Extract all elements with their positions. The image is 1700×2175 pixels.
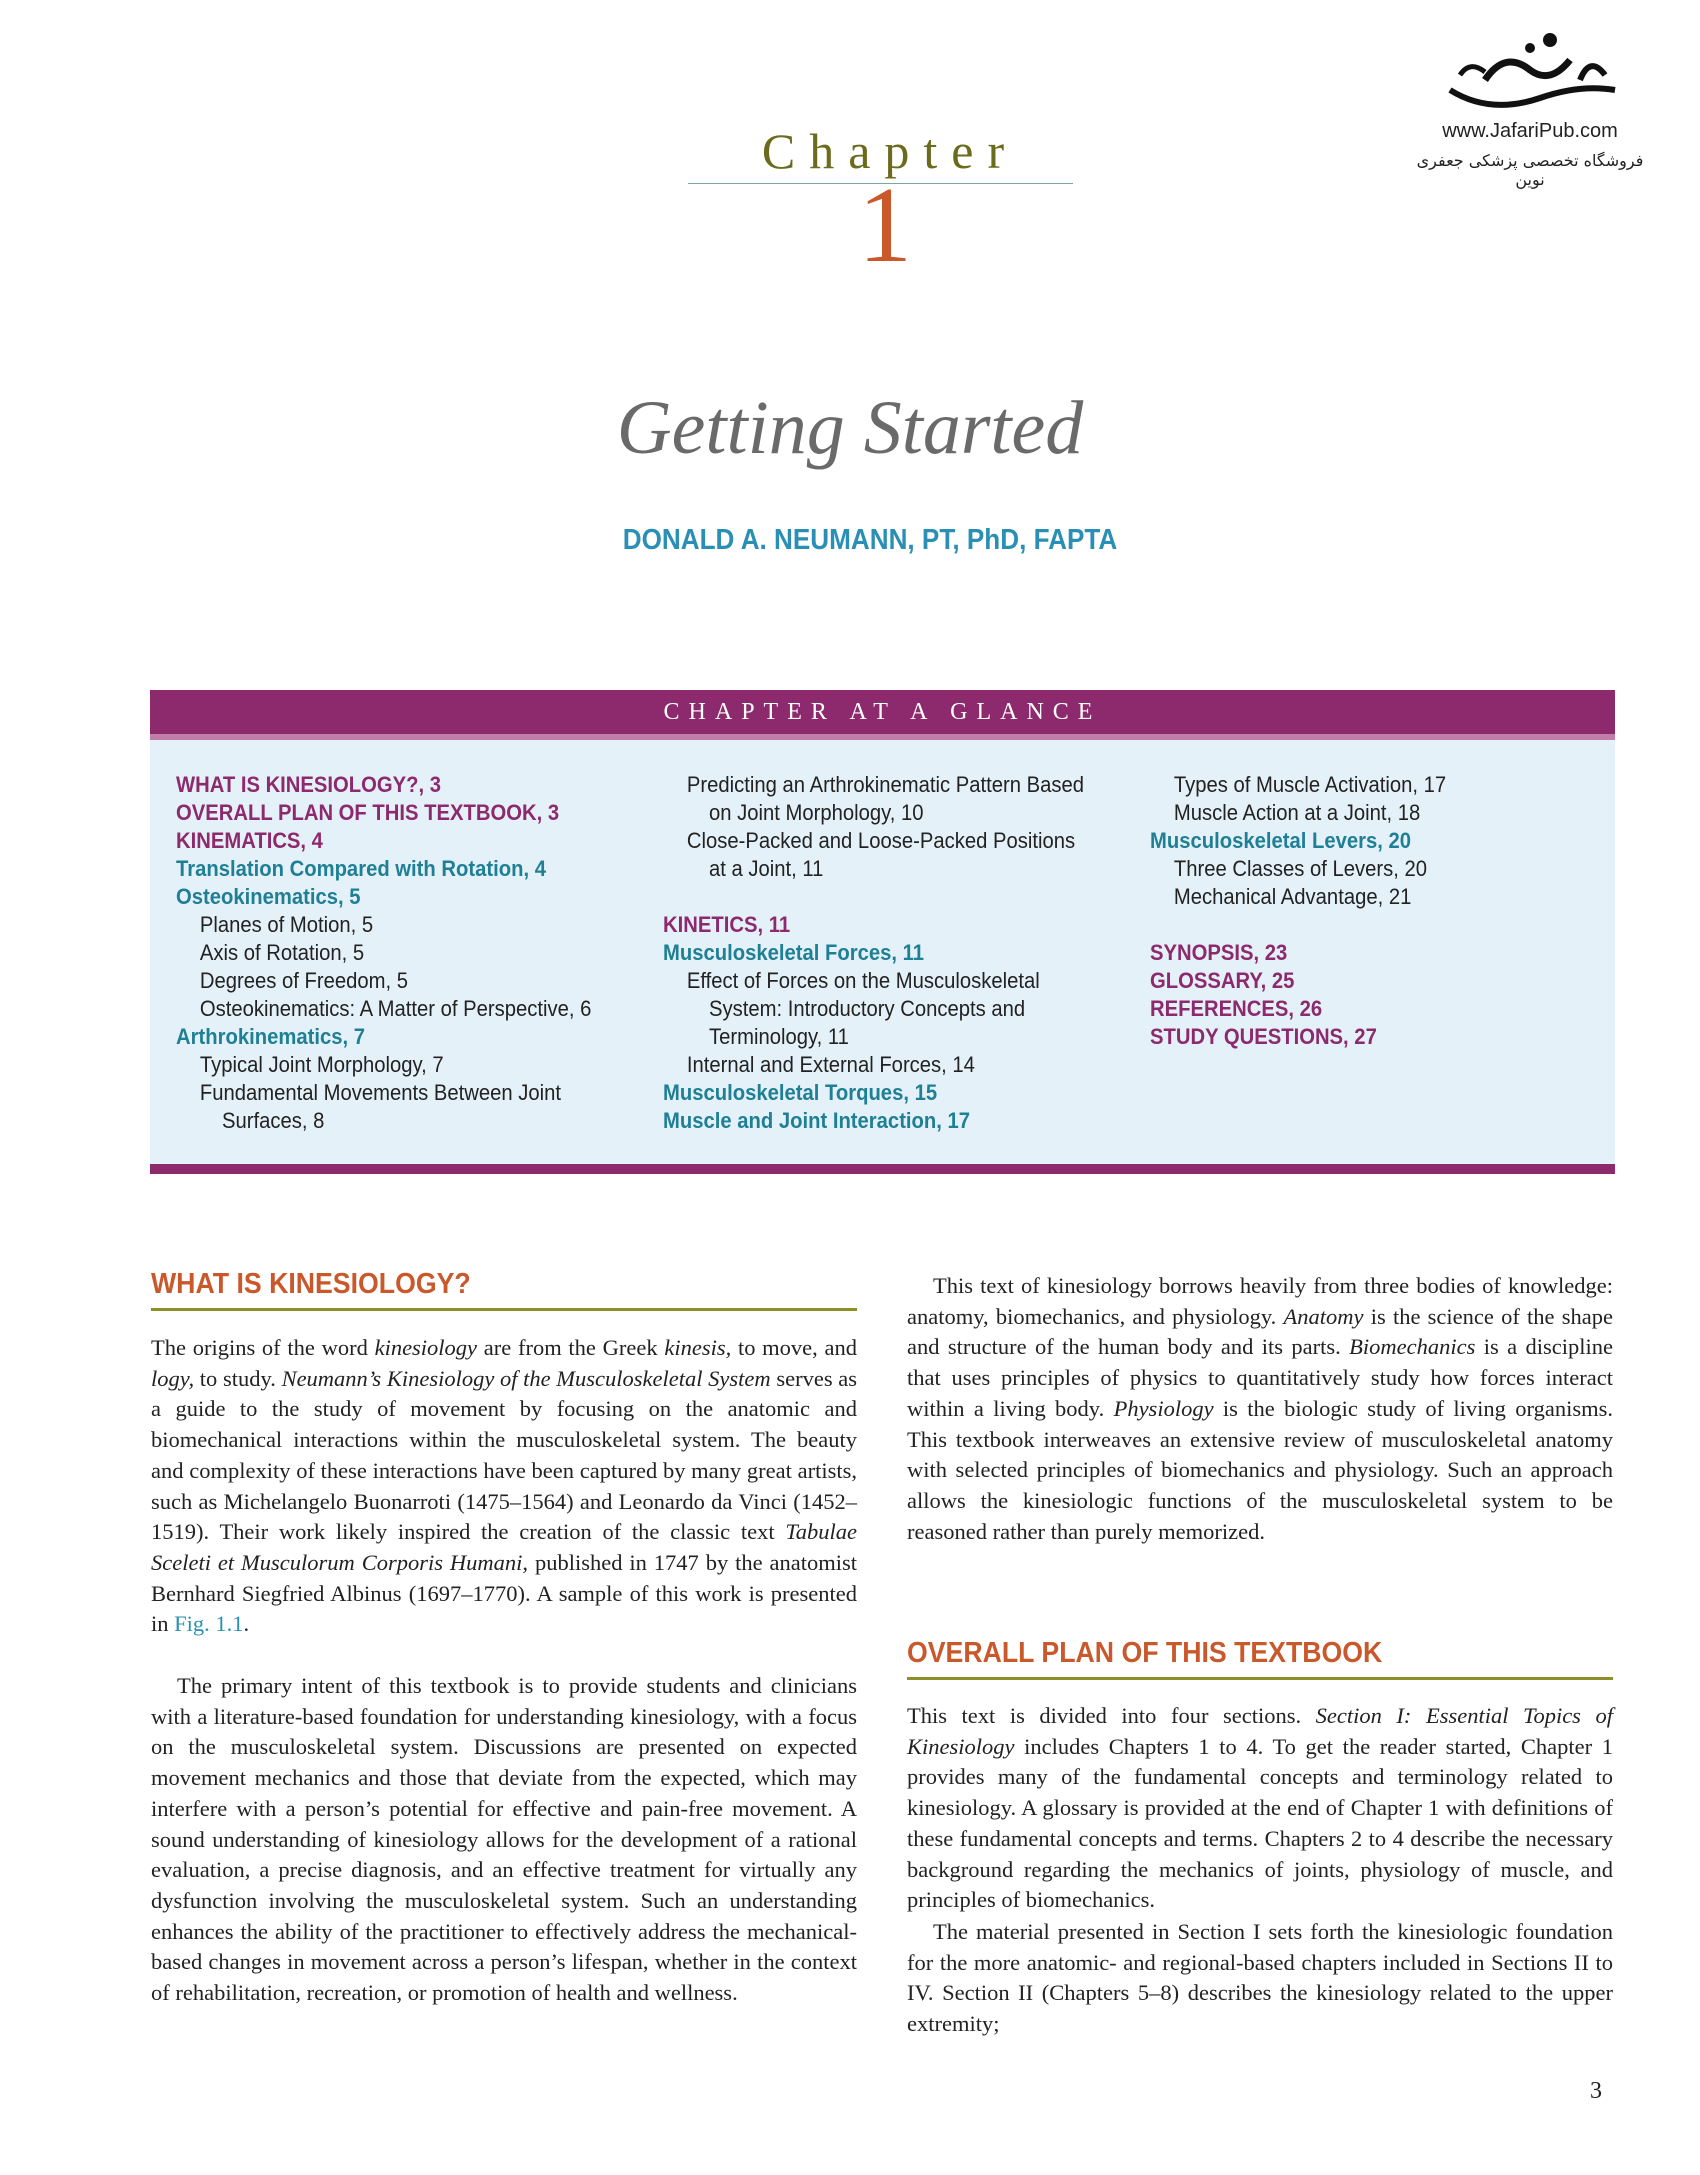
toc-spacer [663, 883, 1084, 911]
toc-entry[interactable]: System: Introductory Concepts and [709, 996, 1026, 1021]
text-run: includes Chapters 1 to 4. To get the reader started, Chapter 1 provides many of the fundamental concepts and terminology related to kinesiology. A glossary is provided at the end of Chapter 1 with definitions of these fundamental concepts and terms. Chapters 2 to 4 describe the necessary background regarding the mechanics of joints, physiology of muscle, and principles of biomechanics. [907, 1733, 1613, 1913]
text-run: to move, and [731, 1335, 857, 1360]
italic-run: Biomechanics [1349, 1334, 1476, 1360]
toc-entry[interactable]: Effect of Forces on the Musculoskeletal [686, 968, 1040, 993]
glance-header [150, 690, 1615, 734]
toc-entry[interactable]: Types of Muscle Activation, 17 [1173, 772, 1447, 797]
text-run: This text is divided into four sections. [907, 1703, 1316, 1728]
toc-entry[interactable]: WHAT IS KINESIOLOGY?, 3 [176, 772, 442, 797]
text-run: This text of kinesiology borrows heavily from three bodies of knowledge: anatomy, biomechanics, and physiology. [907, 1273, 1613, 1329]
italic-run: kinesis, [664, 1335, 732, 1360]
page-number: 3 [1590, 2078, 1602, 2104]
publisher-url: www.JafariPub.com [1442, 120, 1618, 142]
toc-entry[interactable]: REFERENCES, 26 [1150, 996, 1323, 1021]
publisher-tagline: فروشگاه تخصصی پزشکی جعفری نوین [1416, 151, 1644, 189]
toc-entry[interactable]: Muscle Action at a Joint, 18 [1173, 800, 1421, 825]
paragraph-primary-intent: The primary intent of this textbook is to provide students and clinicians with a literature-based foundation for understanding kinesiology, with a focus on the musculoskeletal system. Discussions are presented on expected movement mechanics and those that deviate from the expected, which may interfere with a person’s potential for effective and pain-free movement. A sound understanding of kinesiology allows for the development of a rational evaluation, a precise diagnosis, and an effective treatment for virtually any dysfunction involving the musculoskeletal system. Such an understanding enhances the ability of the practitioner to effectively address the mechanical-based changes in movement across a person’s lifespan, whether in the context of rehabilitation, recreation, or promotion of health and wellness. [151, 1673, 857, 2006]
text-run: is the biologic study of living organisms. This textbook interweaves an extensive review of musculoskeletal anatomy with selected principles of biomechanics and physiology. Such an approach allows the kinesiologic functions of the musculoskeletal system to be reasoned rather than purely memorized. [907, 1395, 1613, 1544]
italic-run: Section I: Essential Topics of Kinesiology [907, 1703, 1613, 1759]
toc-entry[interactable]: OVERALL PLAN OF THIS TEXTBOOK, 3 [176, 800, 560, 825]
figure-link[interactable]: Fig. 1.1 [174, 1611, 244, 1637]
chapter-at-a-glance [150, 690, 1615, 1174]
toc-column-3 [1150, 771, 1472, 1051]
text-run: published in 1747 by the anatomist Bernhard Siegfried Albinus (1697–1770). A sample of this work is presented in [151, 1549, 858, 1637]
section-rule [907, 1677, 1613, 1680]
text-run: . [243, 1611, 250, 1637]
glance-bottom-bar [150, 1164, 1615, 1174]
italic-run: Neumann’s Kinesiology of the Musculoskeletal System [281, 1365, 771, 1391]
chapter-label: Chapter [761, 123, 1019, 179]
section-heading-overall-plan: OVERALL PLAN OF THIS TEXTBOOK [907, 1637, 1383, 1669]
toc-entry[interactable]: Arthrokinematics, 7 [176, 1024, 365, 1049]
chapter-author: DONALD A. NEUMANN, PT, PhD, FAPTA [622, 524, 1118, 556]
glance-band [150, 734, 1615, 740]
publisher-logo [1400, 20, 1660, 190]
text-run: are from the Greek [477, 1335, 665, 1360]
italic-run: Physiology [1113, 1395, 1214, 1421]
toc-entry[interactable]: Degrees of Freedom, 5 [199, 968, 409, 993]
toc-entry[interactable]: Surfaces, 8 [222, 1108, 325, 1133]
italic-run: Anatomy [1283, 1303, 1364, 1329]
text-run: is the science of the shape and structure of the human body and its parts. [907, 1303, 1613, 1360]
toc-entry[interactable]: KINEMATICS, 4 [176, 828, 323, 853]
italic-run: kinesiology [374, 1335, 478, 1360]
toc-entry[interactable]: Three Classes of Levers, 20 [1173, 856, 1428, 881]
chapter-number: 1 [858, 166, 912, 285]
toc-entry[interactable]: at a Joint, 11 [709, 856, 824, 881]
toc-entry[interactable]: Musculoskeletal Forces, 11 [663, 940, 925, 965]
toc-entry[interactable]: Close-Packed and Loose-Packed Positions [686, 828, 1076, 853]
toc-entry[interactable]: Mechanical Advantage, 21 [1173, 884, 1412, 909]
toc-entry[interactable]: Osteokinematics, 5 [176, 884, 361, 909]
toc-column-2 [663, 771, 1121, 1135]
text-run: is a discipline that uses principles of physics to quantitatively study how forces interact within a living body. [907, 1334, 1613, 1421]
toc-entry[interactable]: Musculoskeletal Torques, 15 [663, 1080, 938, 1105]
toc-entry[interactable]: Predicting an Arthrokinematic Pattern Based [686, 772, 1085, 797]
glance-heading: CHAPTER AT A GLANCE [663, 699, 1102, 725]
toc-spacer [1150, 911, 1446, 939]
text-run: The origins of the word [151, 1335, 375, 1360]
toc-entry[interactable]: SYNOPSIS, 23 [1150, 940, 1288, 965]
toc-entry[interactable]: GLOSSARY, 25 [1150, 968, 1295, 993]
toc-entry[interactable]: Internal and External Forces, 14 [686, 1052, 975, 1077]
toc-entry[interactable]: on Joint Morphology, 10 [709, 800, 924, 825]
text-run: serves as a guide to the study of movement by focusing on the anatomic and biomechanical interactions within the musculoskeletal system. The beauty and complexity of these interactions have been captured by many great artists, such as Michelangelo Buonarroti (1475–1564) and Leonardo da Vinci (1452–1519). Their work likely inspired the creation of the classic text [151, 1365, 857, 1545]
paragraph-kinesiology-origins [151, 1333, 857, 1640]
toc-entry[interactable]: Terminology, 11 [709, 1024, 849, 1049]
chapter-title: Getting Started [616, 386, 1084, 470]
toc-column-1 [176, 771, 628, 1135]
toc-entry[interactable]: Fundamental Movements Between Joint [199, 1080, 562, 1105]
toc-entry[interactable]: Translation Compared with Rotation, 4 [176, 856, 546, 881]
publisher-logo-mark-icon [1430, 20, 1630, 120]
paragraph-section-i-foundation: The material presented in Section I sets forth the kinesiologic foundation for the more anatomic- and regional-based chapters included in Sections II to IV. Section II (Chapters 5–8) describes the kinesiology related to the upper extremity; [907, 1919, 1613, 2037]
toc-entry[interactable]: Musculoskeletal Levers, 20 [1150, 828, 1412, 853]
paragraph-bodies-of-knowledge [907, 1271, 1613, 1547]
toc-entry[interactable]: Planes of Motion, 5 [199, 912, 374, 937]
toc-entry[interactable]: STUDY QUESTIONS, 27 [1150, 1024, 1377, 1049]
section-rule [151, 1308, 857, 1311]
text-run: to study. [194, 1365, 282, 1391]
toc-entry[interactable]: Osteokinematics: A Matter of Perspective, 6 [199, 996, 592, 1021]
paragraph-four-sections [907, 1701, 1613, 1916]
section-heading-kinesiology: WHAT IS KINESIOLOGY? [151, 1268, 471, 1300]
toc-entry[interactable]: Typical Joint Morphology, 7 [199, 1052, 444, 1077]
italic-run: Tabulae Sceleti et Musculorum Corporis Humani, [151, 1519, 857, 1575]
italic-run: logy, [151, 1365, 195, 1391]
toc-entry[interactable]: Axis of Rotation, 5 [199, 940, 365, 965]
toc-entry[interactable]: KINETICS, 11 [663, 912, 791, 937]
toc-entry[interactable]: Muscle and Joint Interaction, 17 [663, 1108, 971, 1133]
